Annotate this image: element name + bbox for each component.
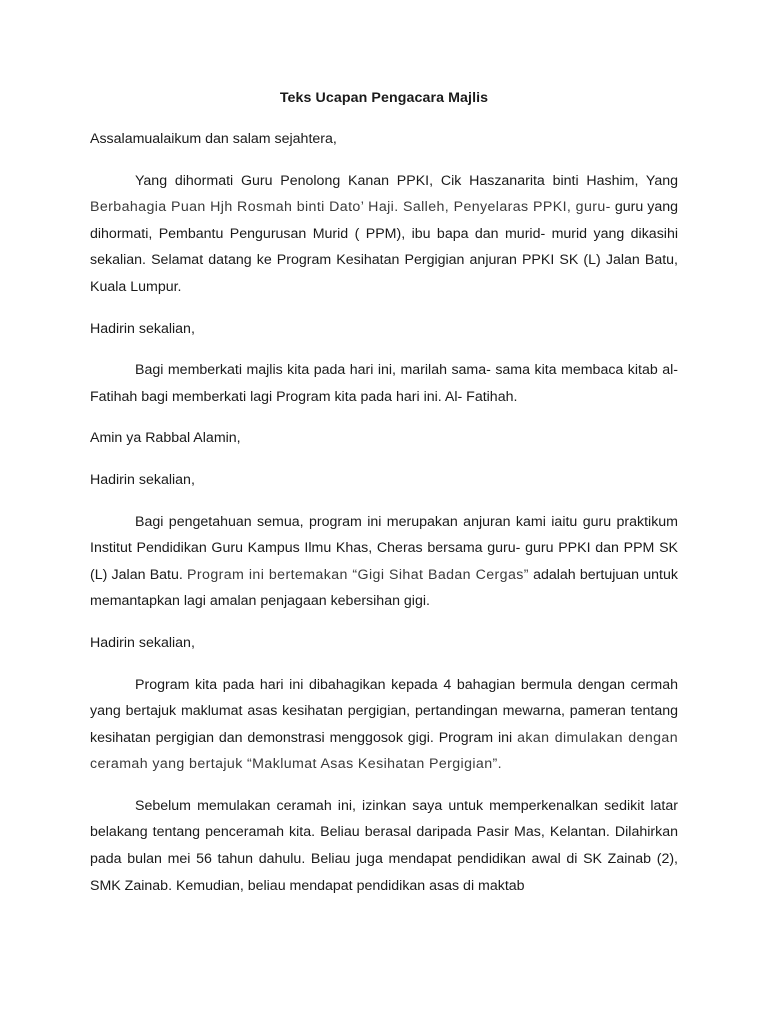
amin-line: Amin ya Rabbal Alamin, <box>90 430 241 447</box>
paragraph-program-sections-part-2: akan dimulakan dengan ceramah yang bertajuk “Maklumat Asas Kesihatan Pergigian”. <box>90 729 678 773</box>
paragraph-fatihah: Bagi memberkati majlis kita pada hari ini, marilah sama- sama kita membaca kitab al- Fatihah bagi memberkati lagi Program kita pada hari ini. Al- Fatihah. <box>90 362 678 405</box>
paragraph-speaker-bio: Sebelum memulakan ceramah ini, izinkan saya untuk memperkenalkan sedikit latar belakang tentang penceramah kita. Beliau berasal daripada Pasir Mas, Kelantan. Dilahirkan pada bulan mei 56 tahun dahulu. Beliau juga mendapat pendidikan awal di SK Zainab (2), SMK Zainab. Kemudian, beliau mendapat pendidikan asas di maktab <box>90 797 678 894</box>
paragraph-program-info <box>90 509 678 615</box>
hadirin-line-2: Hadirin sekalian, <box>90 471 195 488</box>
paragraph-honorifics-part-3: guru yang dihormati, Pembantu Pengurusan Murid ( PPM), ibu bapa dan murid- murid yang dikasihi sekalian. Selamat datang ke Program Kesihatan Pergigian anjuran PPKI SK (L) Jalan Batu, Kuala Lumpur. <box>90 199 679 295</box>
hadirin-line-3: Hadirin sekalian, <box>90 634 195 651</box>
document-title: Teks Ucapan Pengacara Majlis <box>279 90 489 106</box>
paragraph-program-info-part-3: adalah bertujuan untuk memantapkan lagi amalan penjagaan kebersihan gigi. <box>90 566 678 610</box>
greeting: Assalamualaikum dan salam sejahtera, <box>90 131 337 147</box>
paragraph-program-theme: Program ini bertemakan “Gigi Sihat Badan Cergas” <box>187 566 529 583</box>
paragraph-honorifics-part-2: Berbahagia Puan Hjh Rosmah binti Dato’ Haji. Salleh, Penyelaras PPKI, guru- <box>90 199 611 216</box>
paragraph-program-info-part-1: Bagi pengetahuan semua, program ini merupakan anjuran kami iaitu guru praktikum Institut Pendidikan Guru Kampus Ilmu Khas, Cheras bersama guru- guru PPKI dan PPM SK (L) Jalan Batu. <box>90 513 678 583</box>
paragraph-honorifics <box>90 168 678 301</box>
hadirin-line-1: Hadirin sekalian, <box>90 320 195 337</box>
paragraph-program-sections <box>90 672 678 778</box>
paragraph-program-sections-part-1: Program kita pada hari ini dibahagikan kepada 4 bahagian bermula dengan cermah yang bertajuk maklumat asas kesihatan pergigian, pertandingan mewarna, pameran tentang kesihatan pergigian dan demonstrasi menggosok gigi. Program ini <box>90 676 678 746</box>
paragraph-honorifics-part-1: Yang dihormati Guru Penolong Kanan PPKI, Cik Haszanarita binti Hashim, Yang <box>135 172 678 189</box>
